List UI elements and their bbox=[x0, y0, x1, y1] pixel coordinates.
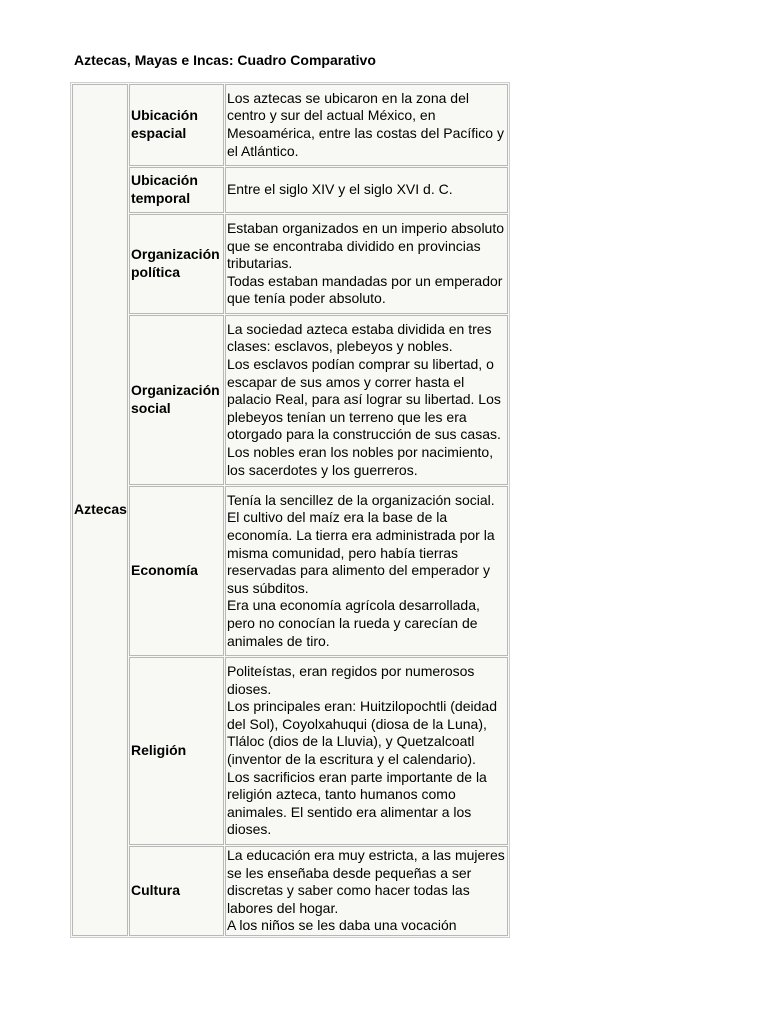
group-label-aztecas: Aztecas bbox=[72, 84, 128, 936]
description-religion bbox=[225, 657, 508, 845]
description-paragraph: La sociedad azteca estaba dividida en tres clases: esclavos, plebeyos y nobles. bbox=[226, 320, 492, 355]
description-paragraph: Politeístas, eran regidos por numerosos dioses. bbox=[226, 663, 475, 697]
category-economia: Economía bbox=[129, 486, 224, 656]
category-ubicacion-temporal: Ubicación temporal bbox=[129, 167, 224, 213]
description-paragraph: La educación era muy estricta, a las mujeres se les enseñaba desde pequeñas a ser discretas y saber como hacer todas las labores del hogar. bbox=[226, 847, 505, 916]
table-row-organizacion-politica bbox=[72, 214, 508, 314]
description-organizacion-politica bbox=[225, 214, 508, 314]
description-ubicacion-temporal bbox=[225, 167, 508, 213]
description-paragraph: A los niños se les daba una vocación bbox=[226, 917, 457, 934]
category-organizacion-social: Organización social bbox=[129, 315, 224, 485]
description-paragraph: Los aztecas se ubicaron en la zona del centro y sur del actual México, en Mesoamérica, entre las costas del Pacífico y el Atlántico. bbox=[226, 89, 504, 159]
table-row-ubicacion-temporal bbox=[72, 167, 508, 213]
comparison-table bbox=[70, 82, 510, 938]
table-row-organizacion-social bbox=[72, 315, 508, 485]
table-row-religion bbox=[72, 657, 508, 845]
document-title: Aztecas, Mayas e Incas: Cuadro Comparativo bbox=[74, 52, 376, 68]
description-paragraph: Tenía la sencillez de la organización social. El cultivo del maíz era la base de la economía. La tierra era administrada por la misma comunidad, pero había tierras reservadas para alimento del emperador y sus súbditos. bbox=[226, 491, 495, 596]
description-organizacion-social bbox=[225, 315, 508, 485]
description-cultura bbox=[225, 846, 508, 936]
category-organizacion-politica: Organización política bbox=[129, 214, 224, 314]
category-ubicacion-espacial: Ubicación espacial bbox=[129, 84, 224, 166]
description-paragraph: Era una economía agrícola desarrollada, pero no conocían la rueda y carecían de animales de tiro. bbox=[226, 597, 480, 649]
table-row-ubicacion-espacial bbox=[72, 84, 508, 166]
description-paragraph: Los sacrificios eran parte importante de la religión azteca, tanto humanos como animales. El sentido era alimentar a los dioses. bbox=[226, 768, 487, 838]
category-cultura: Cultura bbox=[129, 846, 224, 936]
description-paragraph: Los esclavos podían comprar su libertad, o escapar de sus amos y correr hasta el palacio Real, para así lograr su libertad. Los plebeyos tenían un terreno que les era otorgado para la construcción de sus casas. Los nobles eran los nobles por nacimiento, los sacerdotes y los guerreros. bbox=[226, 356, 501, 478]
table-row-economia bbox=[72, 486, 508, 656]
description-paragraph: Estaban organizados en un imperio absoluto que se encontraba dividido en provincias tributarias. bbox=[226, 220, 505, 272]
description-paragraph: Los principales eran: Huitzilopochtli (deidad del Sol), Coyolxahuqui (diosa de la Luna), Tláloc (dios de la Lluvia), y Quetzalcoatl (inventor de la escritura y el calendario). bbox=[226, 698, 497, 767]
description-economia bbox=[225, 486, 508, 656]
category-religion: Religión bbox=[129, 657, 224, 845]
table-row-cultura bbox=[72, 846, 508, 936]
description-paragraph: Todas estaban mandadas por un emperador que tenía poder absoluto. bbox=[226, 272, 503, 307]
description-ubicacion-espacial bbox=[225, 84, 508, 166]
description-paragraph: Entre el siglo XIV y el siglo XVI d. C. bbox=[226, 181, 453, 198]
